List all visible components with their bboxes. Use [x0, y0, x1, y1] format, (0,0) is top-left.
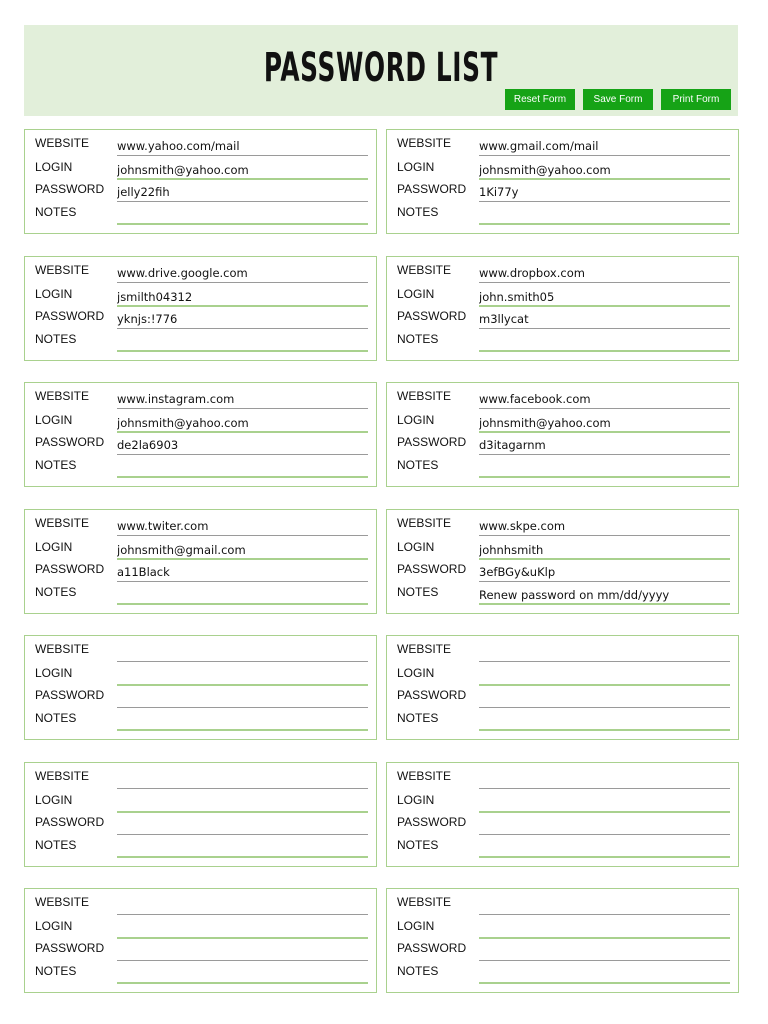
website-field[interactable]: www.drive.google.com	[117, 263, 368, 283]
login-row	[387, 158, 738, 180]
website-row	[387, 767, 738, 789]
password-field[interactable]: a11Black	[117, 562, 368, 582]
notes-row	[387, 962, 738, 984]
entry-card	[24, 762, 377, 867]
entry-card	[386, 635, 739, 740]
password-row	[387, 813, 738, 835]
notes-row	[25, 456, 376, 478]
website-field[interactable]: www.yahoo.com/mail	[117, 136, 368, 156]
login-label: LOGIN	[35, 286, 73, 301]
website-row	[25, 893, 376, 915]
entry-card	[386, 888, 739, 993]
password-row	[25, 560, 376, 582]
entry-card	[24, 129, 377, 234]
password-row	[387, 686, 738, 708]
website-label: WEBSITE	[397, 515, 452, 530]
login-label: LOGIN	[397, 919, 435, 933]
notes-row	[387, 709, 738, 731]
website-row	[387, 261, 738, 283]
password-row	[25, 433, 376, 455]
password-label: PASSWORD	[35, 435, 105, 449]
login-label: LOGIN	[397, 413, 435, 427]
entry-card	[24, 509, 377, 614]
website-label: WEBSITE	[35, 642, 90, 656]
website-field[interactable]	[479, 642, 730, 662]
login-label: LOGIN	[397, 666, 435, 680]
login-label: LOGIN	[397, 539, 435, 554]
notes-field[interactable]	[117, 458, 368, 478]
notes-label: NOTES	[35, 584, 77, 599]
password-row	[25, 180, 376, 202]
page-title: PASSWORD LIST	[263, 45, 499, 91]
website-label: WEBSITE	[397, 642, 452, 656]
website-row	[387, 387, 738, 409]
login-row	[25, 538, 376, 560]
website-label: WEBSITE	[35, 895, 90, 909]
login-row	[25, 285, 376, 307]
password-field[interactable]: m3llycat	[479, 309, 730, 329]
password-row	[25, 813, 376, 835]
login-row	[25, 411, 376, 433]
login-field[interactable]: johnsmith@yahoo.com	[479, 413, 730, 433]
password-label: PASSWORD	[397, 435, 467, 449]
website-label: WEBSITE	[397, 389, 452, 403]
notes-row	[387, 836, 738, 858]
notes-label: NOTES	[397, 964, 439, 978]
website-label: WEBSITE	[35, 389, 90, 403]
login-field[interactable]: johnsmith@yahoo.com	[117, 413, 368, 433]
notes-field[interactable]	[117, 711, 368, 731]
login-field[interactable]: johnhsmith	[479, 540, 730, 560]
password-label: PASSWORD	[35, 561, 105, 576]
login-label: LOGIN	[397, 160, 435, 174]
website-field[interactable]	[479, 895, 730, 915]
entry-card	[386, 509, 739, 614]
password-label: PASSWORD	[35, 308, 105, 323]
website-field[interactable]	[479, 769, 730, 789]
notes-field[interactable]	[117, 332, 368, 352]
password-row	[387, 560, 738, 582]
notes-row	[25, 836, 376, 858]
website-field[interactable]	[117, 895, 368, 915]
notes-field[interactable]	[479, 332, 730, 352]
website-row	[387, 640, 738, 662]
login-field[interactable]	[117, 919, 368, 939]
notes-label: NOTES	[35, 331, 77, 346]
reset-form-button[interactable]: Reset Form	[505, 89, 575, 110]
notes-field[interactable]	[117, 964, 368, 984]
notes-label: NOTES	[397, 458, 439, 472]
notes-row	[387, 203, 738, 225]
notes-field[interactable]	[479, 838, 730, 858]
password-row	[25, 307, 376, 329]
password-row	[25, 939, 376, 961]
entry-card	[386, 129, 739, 234]
website-row	[25, 640, 376, 662]
login-row	[387, 664, 738, 686]
website-label: WEBSITE	[35, 136, 90, 150]
website-field[interactable]	[117, 769, 368, 789]
entry-card	[386, 762, 739, 867]
login-label: LOGIN	[35, 539, 73, 554]
website-label: WEBSITE	[35, 515, 90, 530]
website-field[interactable]: www.twiter.com	[117, 516, 368, 536]
password-field[interactable]: jelly22fih	[117, 182, 368, 202]
password-label: PASSWORD	[397, 688, 467, 702]
password-row	[387, 433, 738, 455]
entry-card	[386, 256, 739, 361]
website-field[interactable]: www.instagram.com	[117, 389, 368, 409]
login-label: LOGIN	[397, 792, 435, 807]
website-row	[387, 134, 738, 156]
login-field[interactable]	[479, 919, 730, 939]
notes-field[interactable]	[479, 711, 730, 731]
login-field[interactable]: johnsmith@yahoo.com	[117, 160, 368, 180]
password-field[interactable]: 1Ki77y	[479, 182, 730, 202]
notes-field[interactable]	[117, 205, 368, 225]
website-row	[25, 134, 376, 156]
password-field[interactable]	[479, 688, 730, 708]
notes-label: NOTES	[35, 458, 77, 472]
login-field[interactable]: johnsmith@yahoo.com	[479, 160, 730, 180]
password-label: PASSWORD	[397, 308, 467, 323]
password-label: PASSWORD	[35, 814, 105, 829]
login-label: LOGIN	[35, 666, 73, 680]
notes-row	[387, 456, 738, 478]
login-field[interactable]	[117, 793, 368, 813]
password-field[interactable]: de2la6903	[117, 435, 368, 455]
login-label: LOGIN	[35, 919, 73, 933]
login-row	[387, 285, 738, 307]
print-form-button[interactable]: Print Form	[661, 89, 731, 110]
header-band	[24, 25, 738, 116]
password-field[interactable]	[117, 688, 368, 708]
login-row	[387, 917, 738, 939]
entry-card	[24, 888, 377, 993]
notes-row	[25, 962, 376, 984]
password-row	[387, 939, 738, 961]
notes-label: NOTES	[35, 837, 77, 852]
password-field[interactable]	[479, 941, 730, 961]
website-field[interactable]	[117, 642, 368, 662]
login-label: LOGIN	[397, 286, 435, 301]
notes-field[interactable]	[479, 458, 730, 478]
entry-card	[24, 256, 377, 361]
password-field[interactable]	[479, 815, 730, 835]
login-field[interactable]: johnsmith@gmail.com	[117, 540, 368, 560]
password-label: PASSWORD	[397, 941, 467, 955]
notes-label: NOTES	[397, 837, 439, 852]
notes-label: NOTES	[397, 205, 439, 219]
login-row	[25, 664, 376, 686]
login-row	[387, 538, 738, 560]
password-field[interactable]	[117, 941, 368, 961]
login-field[interactable]: jsmilth04312	[117, 287, 368, 307]
website-field[interactable]: www.skpe.com	[479, 516, 730, 536]
website-row	[25, 767, 376, 789]
notes-label: NOTES	[397, 331, 439, 346]
notes-field[interactable]	[479, 205, 730, 225]
notes-row	[25, 709, 376, 731]
website-label: WEBSITE	[397, 262, 452, 277]
password-field[interactable]: 3efBGy&uKlp	[479, 562, 730, 582]
password-label: PASSWORD	[397, 561, 467, 576]
password-label: PASSWORD	[397, 182, 467, 196]
password-label: PASSWORD	[35, 941, 105, 955]
login-label: LOGIN	[35, 160, 73, 174]
login-field[interactable]: john.smith05	[479, 287, 730, 307]
notes-field[interactable]	[117, 585, 368, 605]
notes-field[interactable]	[117, 838, 368, 858]
website-label: WEBSITE	[35, 262, 90, 277]
entry-card	[24, 382, 377, 487]
notes-label: NOTES	[35, 711, 77, 725]
notes-row	[25, 583, 376, 605]
login-row	[387, 411, 738, 433]
login-row	[25, 917, 376, 939]
password-field[interactable]: yknjs:!776	[117, 309, 368, 329]
website-label: WEBSITE	[397, 768, 452, 783]
login-row	[25, 791, 376, 813]
notes-row	[25, 330, 376, 352]
notes-field[interactable]: Renew password on mm/dd/yyyy	[479, 585, 730, 605]
password-field[interactable]: d3itagarnm	[479, 435, 730, 455]
notes-row	[387, 330, 738, 352]
login-label: LOGIN	[35, 413, 73, 427]
website-field[interactable]: www.dropbox.com	[479, 263, 730, 283]
entry-card	[386, 382, 739, 487]
password-label: PASSWORD	[397, 814, 467, 829]
website-row	[25, 387, 376, 409]
login-row	[25, 158, 376, 180]
notes-row	[25, 203, 376, 225]
website-label: WEBSITE	[397, 895, 452, 909]
notes-label: NOTES	[35, 964, 77, 978]
notes-field[interactable]	[479, 964, 730, 984]
notes-label: NOTES	[397, 584, 439, 599]
website-row	[25, 514, 376, 536]
login-label: LOGIN	[35, 792, 73, 807]
login-field[interactable]	[479, 666, 730, 686]
website-field[interactable]: www.gmail.com/mail	[479, 136, 730, 156]
website-row	[387, 893, 738, 915]
notes-row	[387, 583, 738, 605]
notes-label: NOTES	[35, 205, 77, 219]
login-field[interactable]	[117, 666, 368, 686]
website-label: WEBSITE	[35, 768, 90, 783]
website-field[interactable]: www.facebook.com	[479, 389, 730, 409]
website-label: WEBSITE	[397, 136, 452, 150]
password-row	[25, 686, 376, 708]
password-label: PASSWORD	[35, 182, 105, 196]
website-row	[387, 514, 738, 536]
login-field[interactable]	[479, 793, 730, 813]
password-row	[387, 180, 738, 202]
entry-card	[24, 635, 377, 740]
website-row	[25, 261, 376, 283]
password-row	[387, 307, 738, 329]
password-field[interactable]	[117, 815, 368, 835]
save-form-button[interactable]: Save Form	[583, 89, 653, 110]
login-row	[387, 791, 738, 813]
password-label: PASSWORD	[35, 688, 105, 702]
notes-label: NOTES	[397, 711, 439, 725]
